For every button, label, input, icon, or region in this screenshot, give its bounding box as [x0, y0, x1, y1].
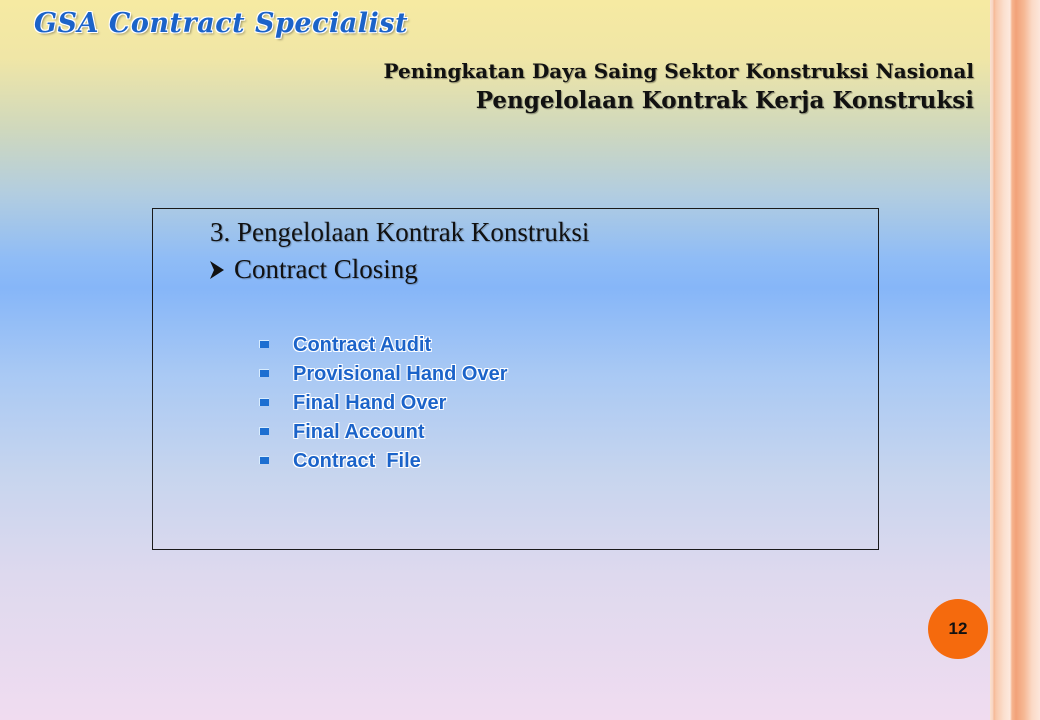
list-item	[259, 447, 508, 476]
slide-title-line1: Peningkatan Daya Saing Sektor Konstruksi Nasional	[383, 59, 974, 83]
content-box	[152, 208, 879, 550]
list-item-label: Contract File	[293, 450, 421, 472]
list-item-label: Final Hand Over	[293, 392, 447, 414]
slide-title-line2: Pengelolaan Kontrak Kerja Konstruksi	[475, 87, 974, 114]
bullet-list	[259, 331, 508, 476]
sub-item	[210, 254, 418, 285]
square-bullet-icon	[259, 456, 269, 464]
square-bullet-icon	[259, 427, 269, 435]
list-item-label: Provisional Hand Over	[293, 363, 508, 385]
section-title: 3. Pengelolaan Kontrak Konstruksi	[210, 217, 590, 247]
decorative-side-bars	[990, 0, 1040, 720]
list-item-label: Contract Audit	[293, 334, 432, 356]
list-item	[259, 389, 508, 418]
arrow-right-icon	[210, 255, 224, 273]
list-item-label: Final Account	[293, 421, 425, 443]
list-item	[259, 418, 508, 447]
square-bullet-icon	[259, 398, 269, 406]
list-item	[259, 331, 508, 360]
page-number-badge: 12	[928, 599, 988, 659]
list-item	[259, 360, 508, 389]
sub-item-label: Contract Closing	[234, 254, 418, 284]
brand-logo-text: GSA Contract Specialist	[34, 8, 408, 39]
square-bullet-icon	[259, 369, 269, 377]
square-bullet-icon	[259, 340, 269, 348]
